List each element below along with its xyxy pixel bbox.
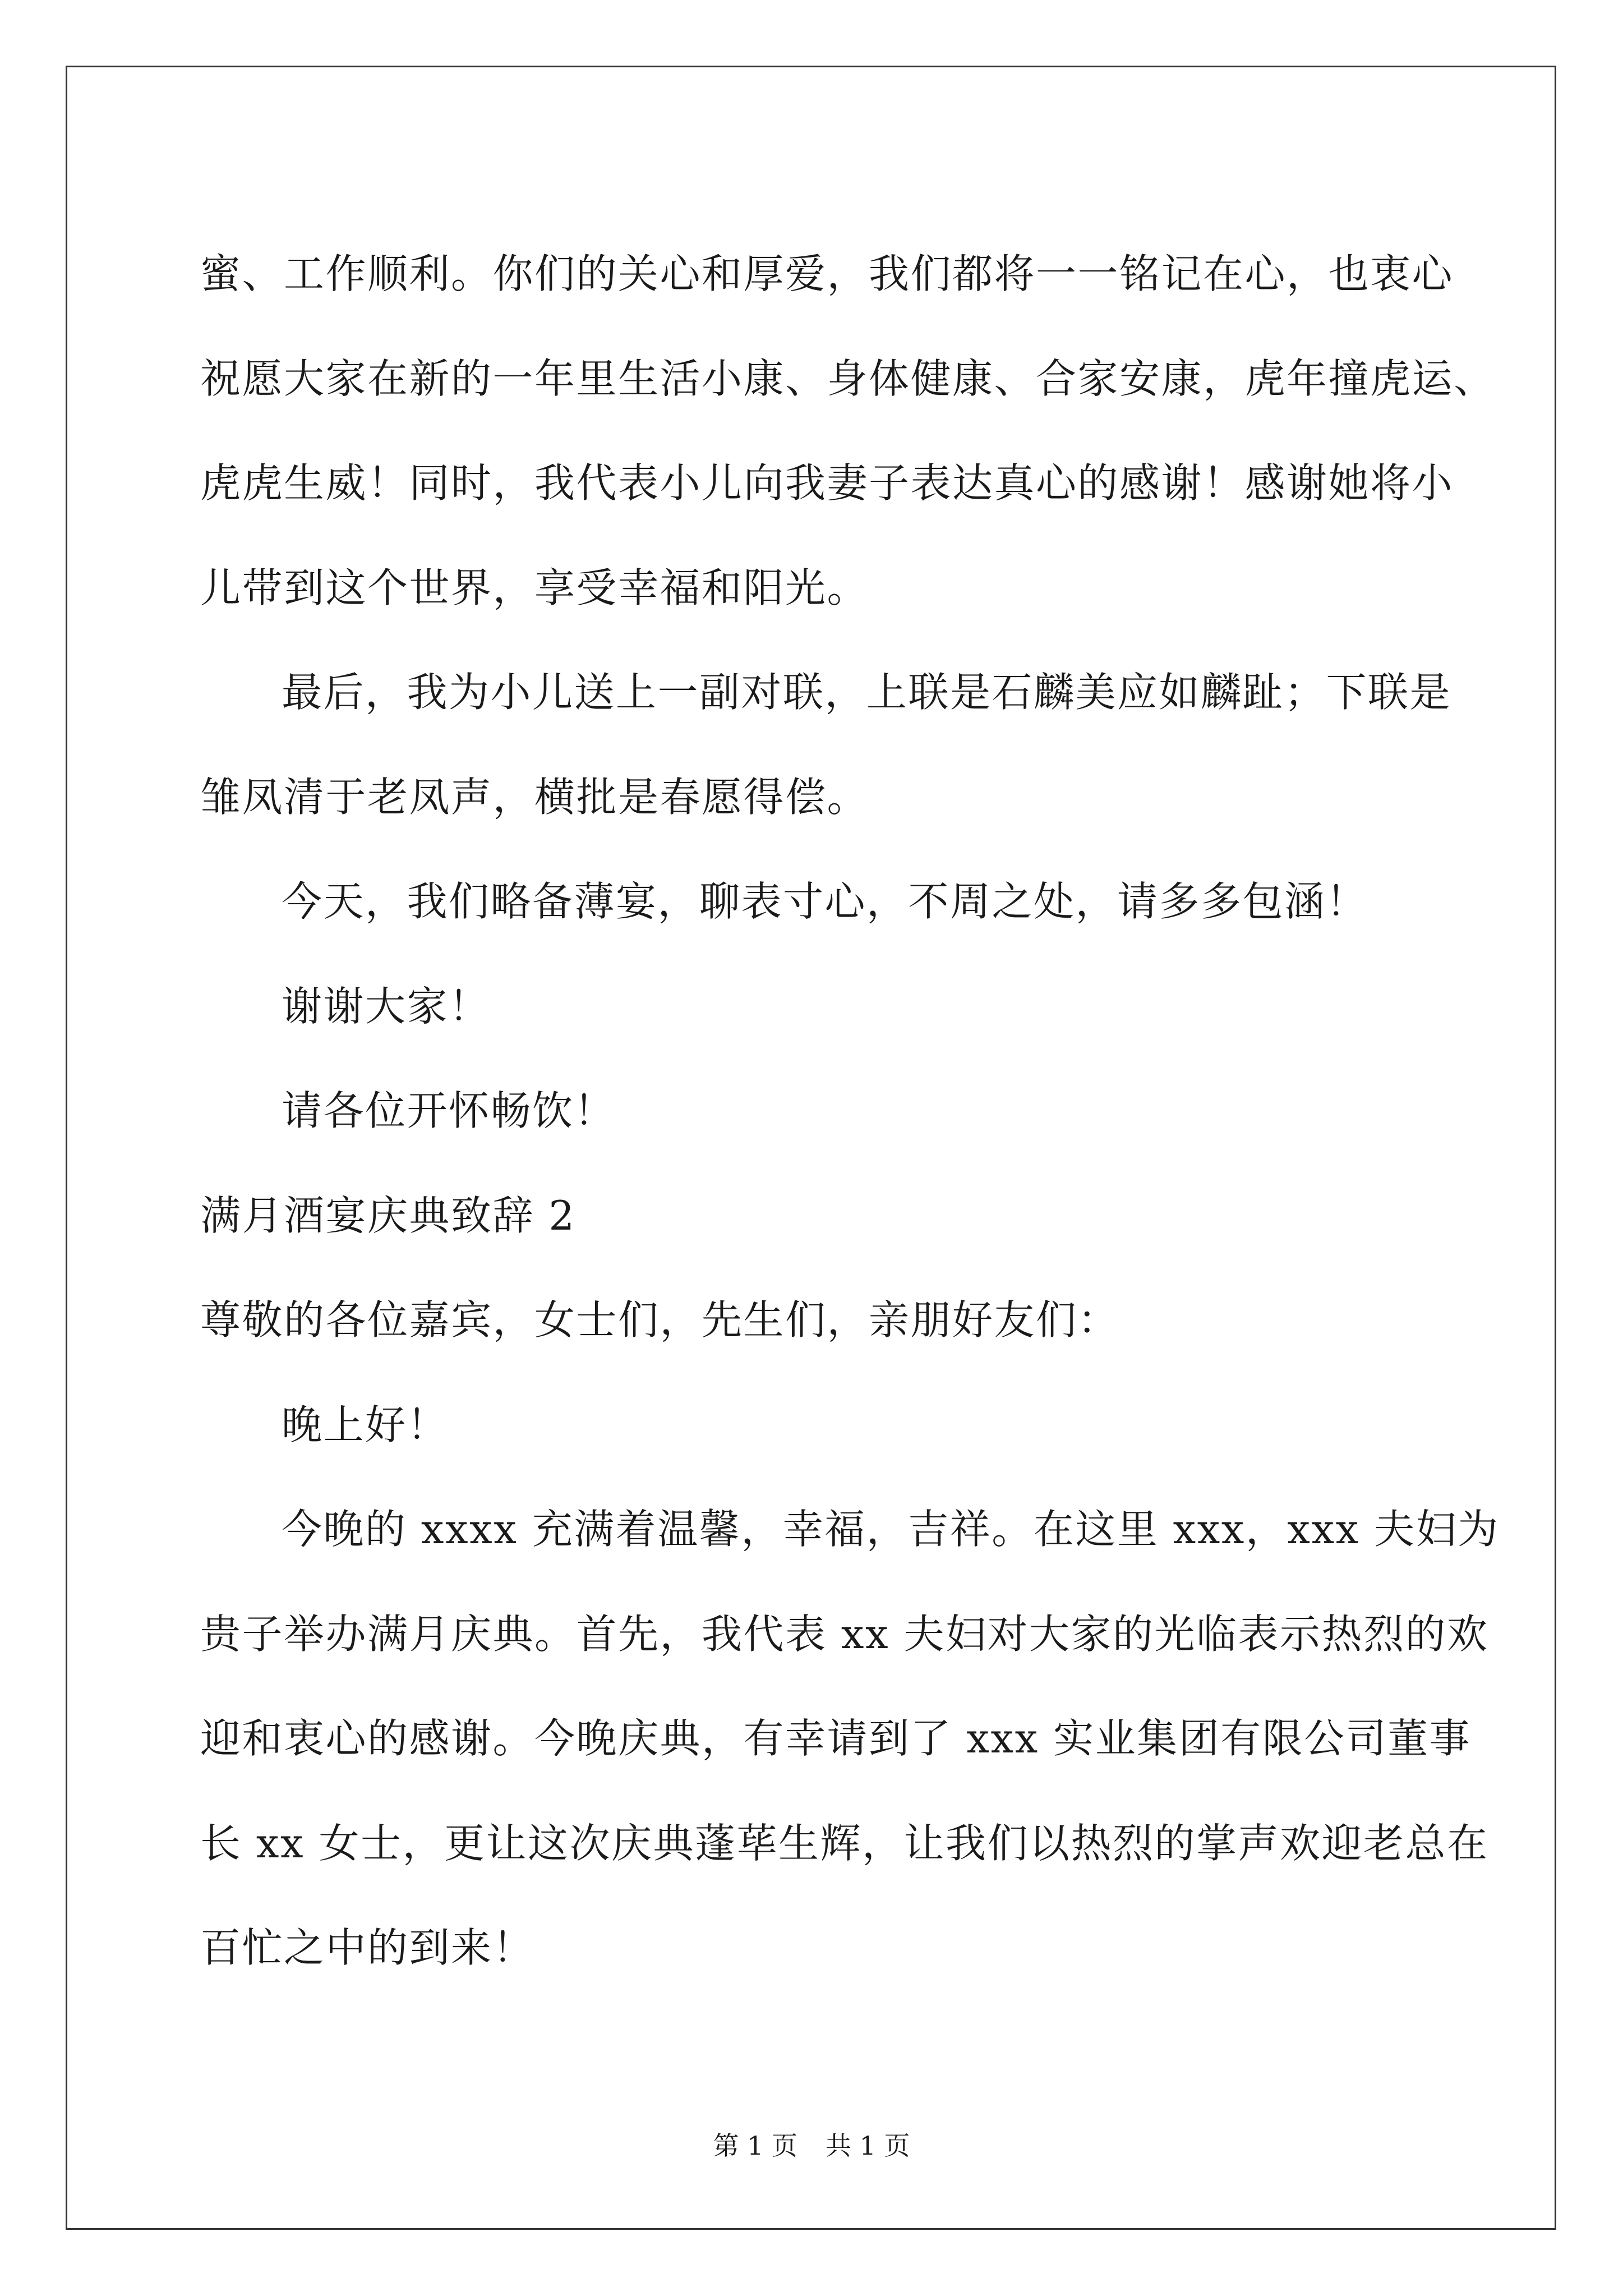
text-line: 今晚的 xxxx 充满着温馨，幸福，吉祥。在这里 xxx，xxx 夫妇为 xyxy=(282,1506,1500,1553)
text-line: 长 xx 女士，更让这次庆典蓬荜生辉，让我们以热烈的掌声欢迎老总在 xyxy=(200,1819,1489,1867)
text-line: 百忙之中的到来！ xyxy=(200,1924,535,1971)
text-line: 贵子举办满月庆典。首先，我代表 xx 夫妇对大家的光临表示热烈的欢 xyxy=(200,1610,1489,1658)
text-line: 今天，我们略备薄宴，聊表寸心，不周之处，请多多包涵！ xyxy=(282,878,1368,925)
text-line: 最后，我为小儿送上一副对联，上联是石麟美应如麟趾；下联是 xyxy=(282,669,1452,716)
page-number: 第 1 页 xyxy=(713,2131,797,2161)
text-line: 谢谢大家！ xyxy=(282,982,491,1030)
text-line: 儿带到这个世界，享受幸福和阳光。 xyxy=(200,564,869,611)
text-line: 虎虎生威！同时，我代表小儿向我妻子表达真心的感谢！感谢她将小 xyxy=(200,459,1454,507)
text-line: 迎和衷心的感谢。今晚庆典，有幸请到了 xxx 实业集团有限公司董事 xyxy=(200,1715,1472,1762)
text-line: 雏凤清于老凤声，横批是春愿得偿。 xyxy=(200,773,869,821)
text-line: 祝愿大家在新的一年里生活小康、身体健康、合家安康，虎年撞虎运、 xyxy=(200,355,1496,402)
document-body xyxy=(200,222,1500,2000)
salutation: 尊敬的各位嘉宾，女士们，先生们，亲朋好友们： xyxy=(200,1296,1120,1343)
page-total: 共 1 页 xyxy=(826,2131,910,2161)
text-line: 晚上好！ xyxy=(282,1401,449,1448)
text-line: 蜜、工作顺利。你们的关心和厚爱，我们都将一一铭记在心，也衷心 xyxy=(200,250,1454,297)
text-line: 请各位开怀畅饮！ xyxy=(282,1087,616,1134)
page-footer xyxy=(0,2129,1623,2162)
section-title: 满月酒宴庆典致辞 2 xyxy=(200,1191,576,1239)
